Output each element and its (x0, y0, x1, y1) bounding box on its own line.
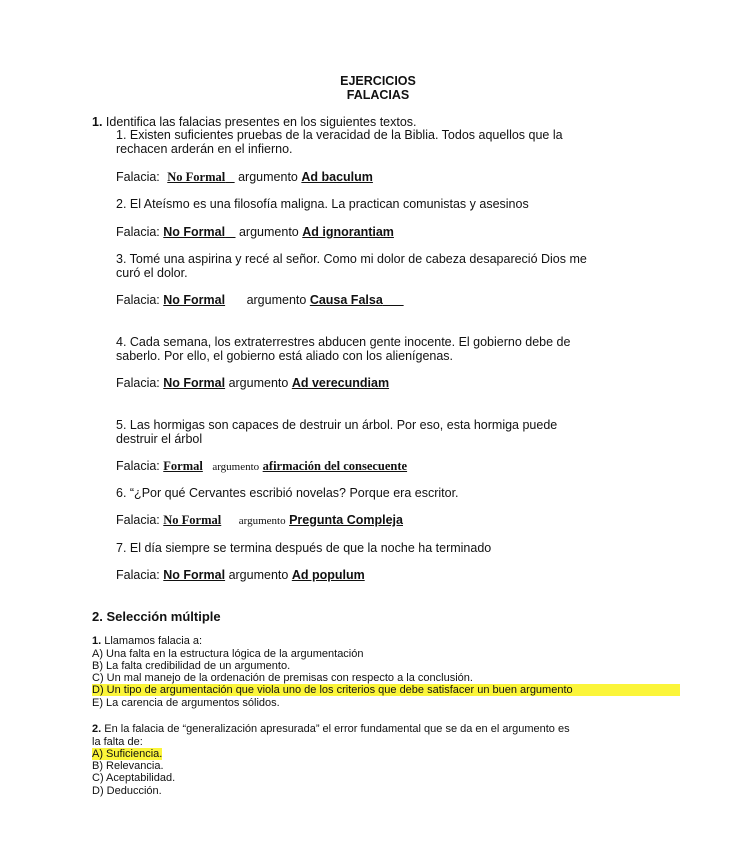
section1-intro-text: Identifica las falacias presentes en los siguientes textos. (105, 115, 417, 129)
falacia-name: Ad verecundiam (291, 376, 390, 390)
falacia-name: Causa Falsa (309, 293, 383, 307)
q2-prompt-line2: la falta de: (92, 736, 143, 748)
argument-word: argumento (238, 515, 286, 527)
item-4-text-line2: saberlo. Por ello, el gobierno está aliado con los alienígenas. (116, 349, 454, 363)
item-5-answer (116, 459, 407, 474)
q1-number: 1. (92, 635, 102, 647)
falacia-name: Ad baculum (301, 170, 373, 184)
falacia-type: No Formal (163, 568, 226, 582)
q2-option-d: D) Deducción. (92, 785, 162, 797)
falacia-label: Falacia: (116, 225, 160, 239)
q1-prompt (92, 635, 202, 647)
q1-option-a: A) Una falta en la estructura lógica de la argumentación (92, 648, 364, 660)
falacia-type: No Formal (163, 513, 222, 527)
argument-word: argumento (246, 293, 307, 307)
item-7-text-line1: 7. El día siempre se termina después de que la noche ha terminado (116, 541, 492, 555)
item-5-text-line2: destruir el árbol (116, 432, 203, 446)
argument-word: argumento (228, 376, 289, 390)
falacia-type: No Formal (167, 170, 226, 184)
item-6-text-line1: 6. “¿Por qué Cervantes escribió novelas? Porque era escritor. (116, 486, 459, 500)
item-3-text-line2: curó el dolor. (116, 266, 188, 280)
falacia-label: Falacia: (116, 459, 160, 473)
item-2-answer (116, 225, 394, 239)
argument-word: argumento (238, 170, 298, 184)
item-6-answer (116, 513, 403, 528)
item-1-text-line1: 1. Existen suficientes pruebas de la veracidad de la Biblia. Todos aquellos que la (116, 128, 563, 142)
falacia-name: Ad populum (291, 568, 365, 582)
item-1-text-line2: rechacen arderán en el infierno. (116, 142, 293, 156)
item-3-text-line1: 3. Tomé una aspirina y recé al señor. Como mi dolor de cabeza desapareció Dios me (116, 252, 587, 266)
falacia-type: Formal (163, 459, 203, 473)
doc-title: EJERCICIOS (340, 74, 416, 88)
q1-option-d-highlighted: D) Un tipo de argumentación que viola uno de los criterios que debe satisfacer un buen argumento (92, 684, 680, 696)
argument-word: argumento (212, 461, 260, 473)
q2-number: 2. (92, 723, 102, 735)
q1-prompt-text: Llamamos falacia a: (104, 635, 203, 647)
q1-option-e: E) La carencia de argumentos sólidos. (92, 697, 280, 709)
falacia-type: No Formal (163, 225, 226, 239)
q2-prompt-line1 (92, 723, 570, 735)
falacia-label: Falacia: (116, 170, 160, 184)
item-7-answer (116, 568, 365, 582)
falacia-type: No Formal (163, 376, 226, 390)
item-4-text-line1: 4. Cada semana, los extraterrestres abducen gente inocente. El gobierno debe de (116, 335, 571, 349)
section2-heading: 2. Selección múltiple (92, 609, 221, 624)
falacia-label: Falacia: (116, 376, 160, 390)
falacia-label: Falacia: (116, 293, 160, 307)
section1-number: 1. (92, 115, 103, 129)
item-2-text-line1: 2. El Ateísmo es una filosofía maligna. La practican comunistas y asesinos (116, 197, 529, 211)
q1-option-b: B) La falta credibilidad de un argumento. (92, 660, 291, 672)
falacia-type: No Formal (163, 293, 226, 307)
falacia-name: Ad ignorantiam (302, 225, 394, 239)
section1-intro (92, 115, 417, 129)
falacia-label: Falacia: (116, 513, 160, 527)
q2-option-b: B) Relevancia. (92, 760, 164, 772)
q1-option-c: C) Un mal manejo de la ordenación de premisas con respecto a la conclusión. (92, 672, 473, 684)
item-4-answer (116, 376, 389, 390)
q2-prompt-text: En la falacia de “generalización apresurada” el error fundamental que se da en el argumento es (104, 723, 570, 735)
argument-word: argumento (238, 225, 299, 239)
item-5-text-line1: 5. Las hormigas son capaces de destruir un árbol. Por eso, esta hormiga puede (116, 418, 558, 432)
item-1-answer (116, 170, 373, 185)
q2-option-a-highlighted: A) Suficiencia. (92, 748, 163, 760)
item-3-answer (116, 293, 404, 307)
q2-option-c: C) Aceptabilidad. (92, 772, 176, 784)
falacia-name: Pregunta Compleja (289, 513, 403, 527)
falacia-name: afirmación del consecuente (262, 459, 408, 473)
doc-subtitle: FALACIAS (346, 88, 410, 102)
argument-word: argumento (228, 568, 289, 582)
falacia-label: Falacia: (116, 568, 160, 582)
